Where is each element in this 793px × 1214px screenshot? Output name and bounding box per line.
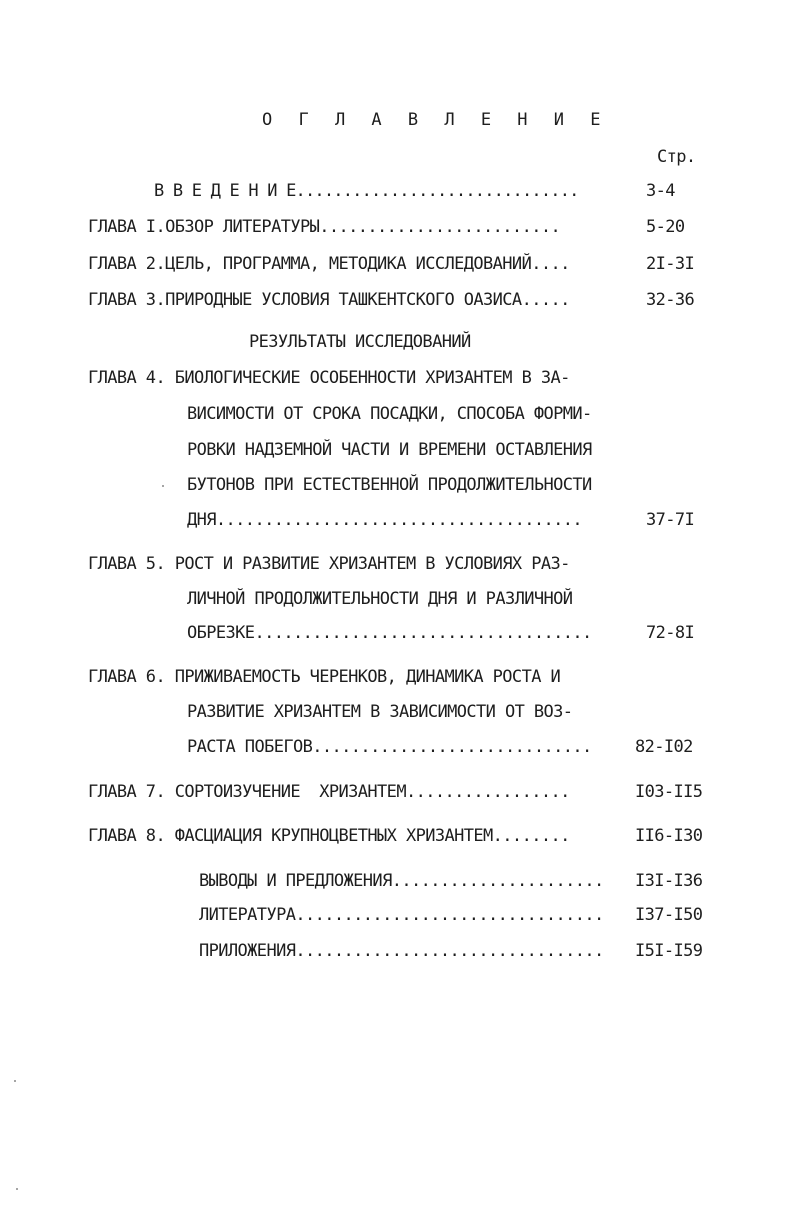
scan-speck <box>14 1080 16 1082</box>
toc-entry-pages: 37-7I <box>646 510 695 530</box>
toc-entry-text: ПРИЛОЖЕНИЯ................................ <box>199 941 604 961</box>
toc-entry-text: ГЛАВА 5. РОСТ И РАЗВИТИЕ ХРИЗАНТЕМ В УСЛОВИЯХ РАЗ- <box>88 554 570 574</box>
toc-entry-text: ВЫВОДЫ И ПРЕДЛОЖЕНИЯ...................... <box>199 871 604 891</box>
toc-entry-text: В В Е Д Е Н И Е.............................. <box>154 181 579 201</box>
toc-entry-pages: 3-4 <box>646 181 675 201</box>
toc-entry-pages: I5I-I59 <box>635 941 703 961</box>
toc-entry-text: ОБРЕЗКЕ................................... <box>187 623 592 643</box>
toc-entry-text: РАЗВИТИЕ ХРИЗАНТЕМ В ЗАВИСИМОСТИ ОТ ВОЗ- <box>187 702 573 722</box>
toc-entry-text: РАСТА ПОБЕГОВ............................. <box>187 737 592 757</box>
toc-entry-text: РОВКИ НАДЗЕМНОЙ ЧАСТИ И ВРЕМЕНИ ОСТАВЛЕНИЯ <box>187 440 592 460</box>
toc-entry-text: БУТОНОВ ПРИ ЕСТЕСТВЕННОЙ ПРОДОЛЖИТЕЛЬНОСТИ <box>187 475 592 495</box>
toc-entry-pages: I3I-I36 <box>635 871 703 891</box>
toc-entry-text: ЛИЧНОЙ ПРОДОЛЖИТЕЛЬНОСТИ ДНЯ И РАЗЛИЧНОЙ <box>187 589 573 609</box>
toc-entry-text: ВИСИМОСТИ ОТ СРОКА ПОСАДКИ, СПОСОБА ФОРМИ- <box>187 404 592 424</box>
toc-entry-text: ДНЯ...................................... <box>187 510 583 530</box>
toc-entry-text: ЛИТЕРАТУРА................................ <box>199 905 604 925</box>
toc-entry-text: ГЛАВА 3.ПРИРОДНЫЕ УСЛОВИЯ ТАШКЕНТСКОГО ОАЗИСА..... <box>88 290 570 310</box>
toc-entry-pages: II6-I30 <box>635 826 703 846</box>
toc-entry-text: ГЛАВА 6. ПРИЖИВАЕМОСТЬ ЧЕРЕНКОВ, ДИНАМИКА РОСТА И <box>88 667 561 687</box>
toc-entry-pages: 32-36 <box>646 290 695 310</box>
toc-entry-pages: I37-I50 <box>635 905 703 925</box>
page-column-header: Стр. <box>657 147 696 167</box>
toc-entry-pages: 82-I02 <box>635 737 693 757</box>
section-heading-results: РЕЗУЛЬТАТЫ ИССЛЕДОВАНИЙ <box>249 332 471 352</box>
toc-entry-text: ГЛАВА 7. СОРТОИЗУЧЕНИЕ ХРИЗАНТЕМ................. <box>88 782 570 802</box>
toc-entry-pages: 72-8I <box>646 623 695 643</box>
toc-entry-text: ГЛАВА 8. ФАСЦИАЦИЯ КРУПНОЦВЕТНЫХ ХРИЗАНТЕМ........ <box>88 826 570 846</box>
toc-entry-pages: 5-20 <box>646 217 685 237</box>
scan-speck <box>16 1188 18 1190</box>
toc-title: О Г Л А В Л Е Н И Е <box>262 110 609 130</box>
toc-entry-text: ГЛАВА 4. БИОЛОГИЧЕСКИЕ ОСОБЕННОСТИ ХРИЗАНТЕМ В ЗА- <box>88 368 570 388</box>
scan-speck <box>162 485 164 487</box>
toc-entry-pages: 2I-3I <box>646 254 695 274</box>
toc-entry-pages: I03-II5 <box>635 782 703 802</box>
toc-entry-text: ГЛАВА I.ОБЗОР ЛИТЕРАТУРЫ......................... <box>88 217 561 237</box>
toc-entry-text: ГЛАВА 2.ЦЕЛЬ, ПРОГРАММА, МЕТОДИКА ИССЛЕДОВАНИЙ.... <box>88 254 570 274</box>
